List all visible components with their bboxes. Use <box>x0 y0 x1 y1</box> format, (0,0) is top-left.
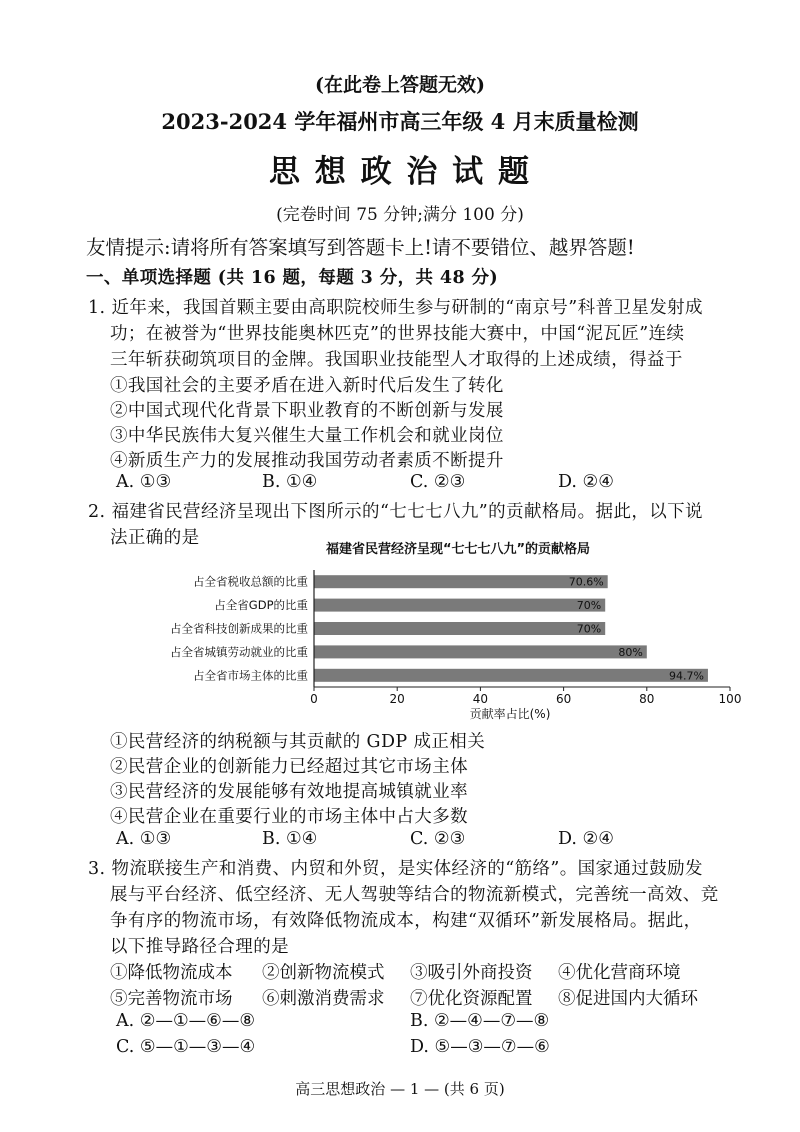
category-label: 占全省GDP的比重 <box>214 598 308 613</box>
question-text: 三年斩获砌筑项目的金牌。我国职业技能型人才取得的上述成绩，得益于 <box>110 350 683 370</box>
step-item: ⑦优化资源配置 <box>410 989 533 1009</box>
chart-bar <box>314 599 605 612</box>
question-text: 以下推导路径合理的是 <box>110 937 289 957</box>
step-item: ②创新物流模式 <box>262 963 385 983</box>
answer-option: D. ⑤—③—⑦—⑥ <box>410 1037 550 1057</box>
answer-option: D. ②④ <box>558 472 614 492</box>
data-label: 80% <box>618 645 643 659</box>
step-item: ⑧促进国内大循环 <box>558 989 698 1009</box>
statement-item: ④新质生产力的发展推动我国劳动者素质不断提升 <box>110 451 504 471</box>
statement-item: ①民营经济的纳税额与其贡献的 GDP 成正相关 <box>110 732 486 752</box>
exam-title: 2023-2024 学年福州市高三年级 4 月末质量检测 <box>161 109 639 134</box>
step-item: ①降低物流成本 <box>110 963 233 983</box>
time-info: (完卷时间 75 分钟;满分 100 分) <box>276 205 524 225</box>
category-label: 占全省税收总额的比重 <box>193 574 308 589</box>
section-title: 一、单项选择题 (共 16 题，每题 3 分，共 48 分) <box>86 268 499 288</box>
question-text: 1. 近年来，我国首颗主要由高职院校师生参与研制的“南京号”科普卫星发射成 <box>88 298 703 318</box>
question-text: 争有序的物流市场，有效降低物流成本，构建“双循环”新发展格局。据此， <box>110 911 702 931</box>
question-text: 法正确的是 <box>110 528 200 548</box>
category-label: 占全省市场主体的比重 <box>193 668 308 683</box>
chart-bar <box>314 645 647 658</box>
answer-option: B. ①④ <box>262 472 318 492</box>
chart-bar <box>314 575 608 588</box>
step-item: ③吸引外商投资 <box>410 963 533 983</box>
x-tick-label: 100 <box>718 692 742 706</box>
answer-option: C. ⑤—①—③—④ <box>116 1037 256 1057</box>
answer-option: A. ①③ <box>116 472 172 492</box>
subject-title: 思 想 政 治 试 题 <box>269 154 531 190</box>
question-text: 2. 福建省民营经济呈现出下图所示的“七七七八九”的贡献格局。据此，以下说 <box>88 502 703 522</box>
data-label: 70% <box>576 599 602 613</box>
x-tick-label: 60 <box>555 692 572 706</box>
friendly-tip: 友情提示:请将所有答案填写到答题卡上!请不要错位、越界答题! <box>86 236 635 259</box>
answer-option: B. ②—④—⑦—⑧ <box>410 1011 550 1031</box>
step-item: ④优化营商环境 <box>558 963 681 983</box>
question-text: 功；在被誉为“世界技能奥林匹克”的世界技能大赛中，中国“泥瓦匠”连续 <box>110 324 685 344</box>
x-tick-label: 0 <box>310 692 318 706</box>
exam-notice: (在此卷上答题无效) <box>315 74 485 96</box>
data-label: 70% <box>576 622 602 636</box>
answer-option: A. ②—①—⑥—⑧ <box>116 1011 256 1031</box>
page-footer: 高三思想政治 — 1 — (共 6 页) <box>295 1080 505 1098</box>
x-tick-label: 80 <box>639 692 655 706</box>
answer-option: D. ②④ <box>558 829 614 849</box>
step-item: ⑤完善物流市场 <box>110 989 233 1009</box>
statement-item: ②民营企业的创新能力已经超过其它市场主体 <box>110 757 468 777</box>
statement-item: ③民营经济的发展能够有效地提高城镇就业率 <box>110 782 468 802</box>
x-tick-label: 20 <box>389 692 405 706</box>
statement-item: ④民营企业在重要行业的市场主体中占大多数 <box>110 807 468 827</box>
answer-option: C. ②③ <box>410 829 466 849</box>
statement-item: ①我国社会的主要矛盾在进入新时代后发生了转化 <box>110 376 504 396</box>
chart-bar <box>314 622 605 635</box>
question-text: 展与平台经济、低空经济、无人驾驶等结合的物流新模式，完善统一高效、竞 <box>110 885 719 905</box>
answer-option: A. ①③ <box>116 829 172 849</box>
statement-item: ②中国式现代化背景下职业教育的不断创新与发展 <box>110 401 504 421</box>
question-text: 3. 物流联接生产和消费、内贸和外贸，是实体经济的“筋络”。国家通过鼓励发 <box>88 859 703 879</box>
statement-item: ③中华民族伟大复兴催生大量工作机会和就业岗位 <box>110 426 504 446</box>
chart-title: 福建省民营经济呈现“七七七八九”的贡献格局 <box>325 542 591 557</box>
category-label: 占全省科技创新成果的比重 <box>170 621 308 636</box>
data-label: 70.6% <box>568 575 604 589</box>
x-tick-label: 40 <box>472 692 489 706</box>
bar-chart <box>0 530 800 730</box>
category-label: 占全省城镇劳动就业的比重 <box>170 644 308 659</box>
data-label: 94.7% <box>668 669 704 683</box>
chart-bar <box>314 669 708 682</box>
answer-option: C. ②③ <box>410 472 466 492</box>
answer-option: B. ①④ <box>262 829 318 849</box>
step-item: ⑥刺激消费需求 <box>262 989 385 1009</box>
x-axis-label: 贡献率占比(%) <box>469 707 551 721</box>
